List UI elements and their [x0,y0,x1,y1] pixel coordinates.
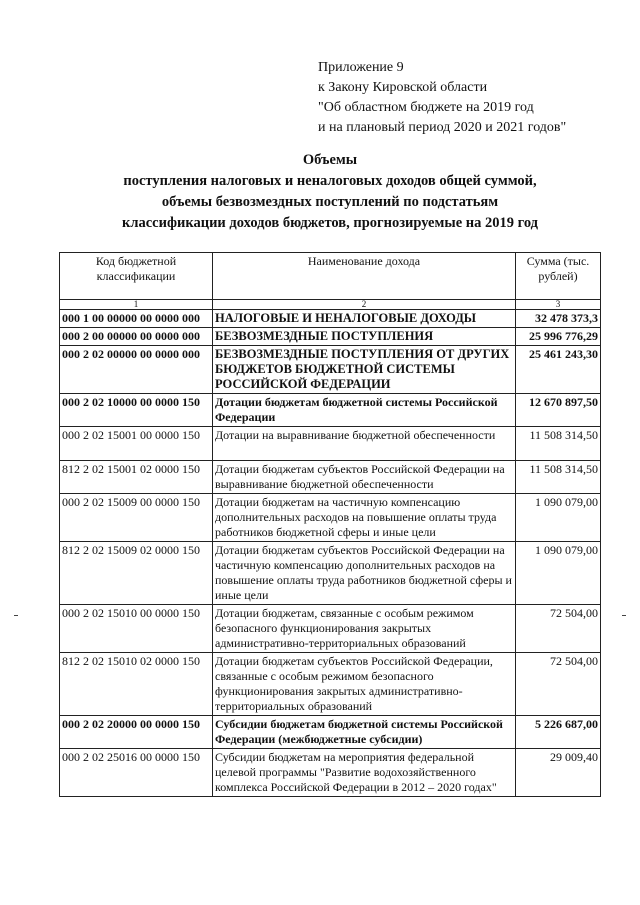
row-sum: 11 508 314,50 [516,427,601,461]
table-row [60,653,601,716]
table-row [60,310,601,328]
table-row [60,494,601,542]
scan-mark [14,615,18,616]
row-name: БЕЗВОЗМЕЗДНЫЕ ПОСТУПЛЕНИЯ [213,328,516,346]
row-sum: 25 996 776,29 [516,328,601,346]
title-line: поступления налоговых и неналоговых доходов общей суммой, [123,173,537,189]
row-code: 812 2 02 15001 02 0000 150 [60,461,213,494]
column-number: 3 [516,300,601,310]
row-code: 000 2 02 15001 00 0000 150 [60,427,213,461]
table-row [60,716,601,749]
appendix-header [318,58,566,138]
row-code: 000 2 02 20000 00 0000 150 [60,716,213,749]
title-line: объемы безвозмездных поступлений по подстатьям [161,194,499,210]
header-name: Наименование дохода [213,253,516,300]
table-header-row [60,253,601,300]
row-name: Дотации бюджетам субъектов Российской Федерации, связанные с особым режимом безопасного функционирования закрытых административно-территориальных образований [213,653,516,716]
table-row [60,394,601,427]
table-row [60,461,601,494]
title-line: классификации доходов бюджетов, прогнозируемые на 2019 год [121,215,538,231]
row-name: Субсидии бюджетам на мероприятия федеральной целевой программы "Развитие водохозяйственного комплекса Российской Федерации в 2012 – 2020 годах" [213,749,516,797]
row-sum: 11 508 314,50 [516,461,601,494]
row-sum: 1 090 079,00 [516,494,601,542]
row-sum: 1 090 079,00 [516,542,601,605]
appendix-line: и на плановый период 2020 и 2021 годов" [318,120,567,135]
row-name: Дотации бюджетам на частичную компенсацию дополнительных расходов на повышение оплаты труда работников бюджетной сферы и иные цели [213,494,516,542]
table-row [60,427,601,461]
row-name: Дотации бюджетам субъектов Российской Федерации на выравнивание бюджетной обеспеченности [213,461,516,494]
row-code: 000 1 00 00000 00 0000 000 [60,310,213,328]
column-number: 2 [213,300,516,310]
row-name: Субсидии бюджетам бюджетной системы Российской Федерации (межбюджетные субсидии) [213,716,516,749]
revenue-table [59,252,601,797]
row-name: НАЛОГОВЫЕ И НЕНАЛОГОВЫЕ ДОХОДЫ [213,310,516,328]
row-code: 000 2 00 00000 00 0000 000 [60,328,213,346]
table-row [60,605,601,653]
row-code: 812 2 02 15010 02 0000 150 [60,653,213,716]
header-sum: Сумма (тыс. рублей) [516,253,601,300]
row-name: Дотации бюджетам бюджетной системы Российской Федерации [213,394,516,427]
row-sum: 72 504,00 [516,653,601,716]
row-sum: 29 009,40 [516,749,601,797]
row-sum: 32 478 373,3 [516,310,601,328]
row-code: 812 2 02 15009 02 0000 150 [60,542,213,605]
appendix-line: к Закону Кировской области [318,80,488,95]
appendix-line: "Об областном бюджете на 2019 год [318,100,534,115]
row-sum: 12 670 897,50 [516,394,601,427]
row-name: БЕЗВОЗМЕЗДНЫЕ ПОСТУПЛЕНИЯ ОТ ДРУГИХ БЮДЖЕТОВ БЮДЖЕТНОЙ СИСТЕМЫ РОССИЙСКОЙ ФЕДЕРАЦИИ [213,346,516,394]
column-number-row [60,300,601,310]
row-code: 000 2 02 15010 00 0000 150 [60,605,213,653]
row-code: 000 2 02 15009 00 0000 150 [60,494,213,542]
table-row [60,346,601,394]
row-code: 000 2 02 00000 00 0000 000 [60,346,213,394]
row-name: Дотации на выравнивание бюджетной обеспеченности [213,427,516,461]
table-row [60,542,601,605]
column-number: 1 [60,300,213,310]
appendix-line: Приложение 9 [318,60,404,75]
header-code: Код бюджетной классификации [60,253,213,300]
row-code: 000 2 02 25016 00 0000 150 [60,749,213,797]
row-code: 000 2 02 10000 00 0000 150 [60,394,213,427]
row-name: Дотации бюджетам субъектов Российской Федерации на частичную компенсацию дополнительных расходов на повышение оплаты труда работников бюджетной сферы и иные цели [213,542,516,605]
title-line: Объемы [302,152,358,168]
row-sum: 5 226 687,00 [516,716,601,749]
row-sum: 72 504,00 [516,605,601,653]
scan-mark [622,615,626,616]
table-row [60,749,601,797]
row-name: Дотации бюджетам, связанные с особым режимом безопасного функционирования закрытых административно-территориальных образований [213,605,516,653]
document-title [40,150,620,234]
table-row [60,328,601,346]
row-sum: 25 461 243,30 [516,346,601,394]
